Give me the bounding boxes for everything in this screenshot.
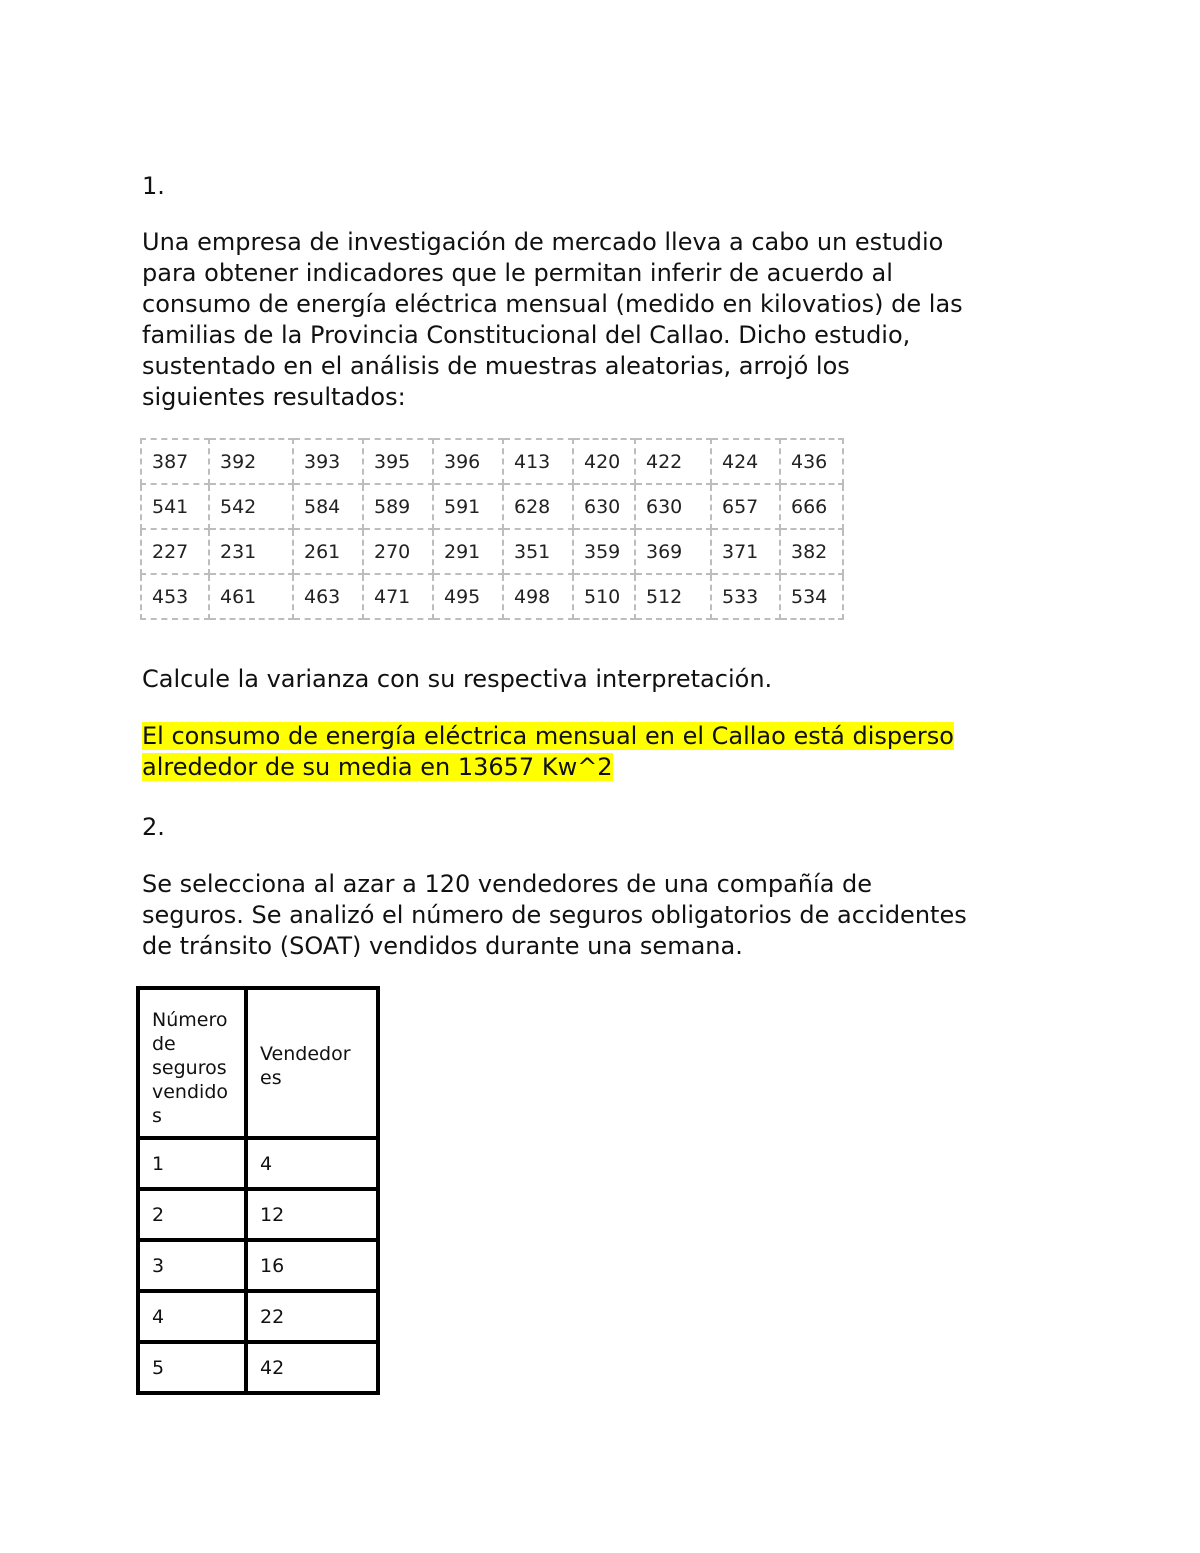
table-cell: 395 — [363, 439, 433, 484]
question-1-line-2: para obtener indicadores que le permitan inferir de acuerdo al — [142, 259, 893, 287]
table-cell: 371 — [711, 529, 780, 574]
table-cell: 630 — [573, 484, 635, 529]
question-1-line-6: siguientes resultados: — [142, 383, 406, 411]
table-row — [138, 1189, 378, 1240]
table-row — [138, 1138, 378, 1189]
table-cell: 396 — [433, 439, 503, 484]
table-cell: 351 — [503, 529, 573, 574]
table-cell: 1 — [138, 1138, 246, 1189]
table-cell: 227 — [141, 529, 209, 574]
table-cell: 4 — [246, 1138, 378, 1189]
table-cell: 471 — [363, 574, 433, 619]
table-row — [141, 484, 843, 529]
question-1-prompt: Calcule la varianza con su respectiva interpretación. — [142, 665, 773, 693]
table-cell: 584 — [293, 484, 363, 529]
table-cell: 541 — [141, 484, 209, 529]
table-cell: 291 — [433, 529, 503, 574]
table-cell: 424 — [711, 439, 780, 484]
table-cell: 533 — [711, 574, 780, 619]
answer-1-line-1 — [142, 721, 954, 752]
table-row — [138, 1342, 378, 1393]
highlighted-answer: El consumo de energía eléctrica mensual en el Callao está disperso — [142, 722, 954, 750]
table-cell: 495 — [433, 574, 503, 619]
table-cell: 666 — [780, 484, 843, 529]
table-cell: 510 — [573, 574, 635, 619]
answer-1-line-2 — [142, 752, 613, 783]
table-cell: 261 — [293, 529, 363, 574]
table-header-row — [138, 988, 378, 1138]
question-1-number: 1. — [142, 172, 165, 200]
table-cell: 628 — [503, 484, 573, 529]
highlighted-answer: alrededor de su media en 13657 Kw^2 — [142, 753, 613, 781]
table-cell: 498 — [503, 574, 573, 619]
table-cell: 589 — [363, 484, 433, 529]
sales-frequency-table — [136, 986, 380, 1395]
table-cell: 591 — [433, 484, 503, 529]
table-cell: 657 — [711, 484, 780, 529]
table-cell: 392 — [209, 439, 293, 484]
table-cell: 630 — [635, 484, 711, 529]
table-cell: 42 — [246, 1342, 378, 1393]
table-row — [141, 439, 843, 484]
question-1-line-4: familias de la Provincia Constitucional del Callao. Dicho estudio, — [142, 321, 911, 349]
table-cell: 422 — [635, 439, 711, 484]
table-row — [138, 1240, 378, 1291]
table-cell: 512 — [635, 574, 711, 619]
table-cell: 387 — [141, 439, 209, 484]
table-cell: 2 — [138, 1189, 246, 1240]
table-cell: 453 — [141, 574, 209, 619]
question-1-line-3: consumo de energía eléctrica mensual (medido en kilovatios) de las — [142, 290, 963, 318]
table-cell: 413 — [503, 439, 573, 484]
table-cell: 359 — [573, 529, 635, 574]
table-cell: 270 — [363, 529, 433, 574]
table-cell: 461 — [209, 574, 293, 619]
question-2-line-2: seguros. Se analizó el número de seguros obligatorios de accidentes — [142, 901, 967, 929]
table-cell: 4 — [138, 1291, 246, 1342]
header-vendedores: Vendedor es — [246, 988, 378, 1138]
table-cell: 420 — [573, 439, 635, 484]
table-cell: 393 — [293, 439, 363, 484]
question-1-line-1: Una empresa de investigación de mercado lleva a cabo un estudio — [142, 228, 944, 256]
table-cell: 22 — [246, 1291, 378, 1342]
consumption-data-table — [140, 438, 844, 620]
table-cell: 16 — [246, 1240, 378, 1291]
table-cell: 436 — [780, 439, 843, 484]
question-2-line-3: de tránsito (SOAT) vendidos durante una semana. — [142, 932, 743, 960]
table-cell: 12 — [246, 1189, 378, 1240]
header-seguros-vendidos: Número de seguros vendido s — [138, 988, 246, 1138]
table-row — [138, 1291, 378, 1342]
table-cell: 3 — [138, 1240, 246, 1291]
table-cell: 5 — [138, 1342, 246, 1393]
question-1-line-5: sustentado en el análisis de muestras aleatorias, arrojó los — [142, 352, 850, 380]
table-row — [141, 529, 843, 574]
table-cell: 369 — [635, 529, 711, 574]
table-cell: 534 — [780, 574, 843, 619]
question-2-number: 2. — [142, 813, 165, 841]
table-cell: 463 — [293, 574, 363, 619]
table-cell: 231 — [209, 529, 293, 574]
question-2-line-1: Se selecciona al azar a 120 vendedores de una compañía de — [142, 870, 873, 898]
table-row — [141, 574, 843, 619]
table-cell: 542 — [209, 484, 293, 529]
table-cell: 382 — [780, 529, 843, 574]
